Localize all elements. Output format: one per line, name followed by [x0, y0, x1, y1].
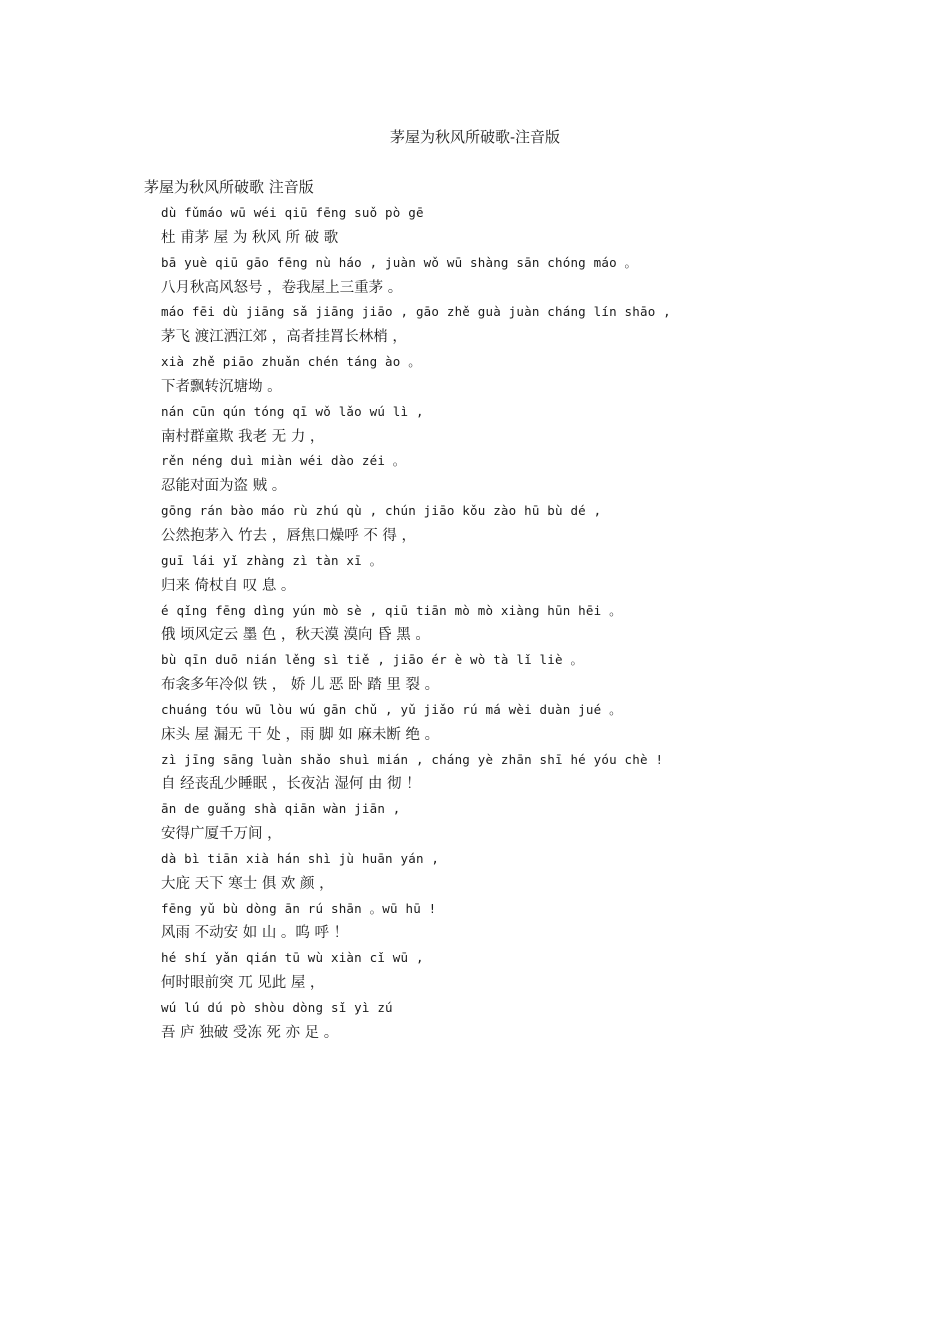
hanzi-line: 南村群童欺 我老 无 力 ， [161, 428, 325, 445]
hanzi-line: 俄 顷风定云 墨 色 ，秋天漠 漠向 昏 黑 。 [161, 627, 430, 644]
document-title: 茅屋为秋风所破歌-注音版 [389, 128, 561, 146]
pinyin-line: gōng rán bào máo rù zhú qù , chún jiāo kǒu zào hū bù dé , [161, 503, 602, 519]
pinyin-line: bù qīn duō nián lěng sì tiě , jiāo ér è wò tà lǐ liè 。 [161, 652, 584, 668]
pinyin-line: chuáng tóu wū lòu wú gān chǔ , yǔ jiǎo rú má wèi duàn jué 。 [161, 701, 622, 717]
hanzi-line: 布衾多年冷似 铁 ， 娇 儿 恶 卧 踏 里 裂 。 [161, 677, 440, 694]
pinyin-line: wú lú dú pò shòu dòng sǐ yì zú [161, 1000, 393, 1015]
hanzi-line: 大庇 天下 寒士 俱 欢 颜 ， [161, 875, 334, 892]
hanzi-line: 公然抱茅入 竹去 ，唇焦口燥呼 不 得 ， [161, 527, 417, 544]
hanzi-line: 安得广厦千万间 ， [161, 826, 282, 843]
hanzi-line: 杜 甫茅 屋 为 秋风 所 破 歌 [161, 229, 339, 246]
hanzi-line: 床头 屋 漏无 干 处 ，雨 脚 如 麻未断 绝 。 [161, 726, 440, 743]
pinyin-line: rěn néng duì miàn wéi dào zéi 。 [161, 453, 406, 469]
pinyin-line: guī lái yǐ zhàng zì tàn xī 。 [161, 552, 383, 568]
hanzi-line: 茅飞 渡江洒江郊 ，高者挂罥长林梢 ， [161, 329, 407, 346]
hanzi-line: 八月秋高风怒号 ，卷我屋上三重茅 。 [161, 279, 403, 296]
poem-body [161, 201, 921, 1046]
hanzi-line: 忍能对面为盗 贼 。 [161, 478, 287, 495]
pinyin-line: é qǐng fēng dìng yún mò sè , qiū tiān mò mò xiàng hūn hēi 。 [161, 602, 622, 618]
pinyin-line: ān de guǎng shà qiān wàn jiān , [161, 801, 401, 817]
hanzi-line: 风雨 不动安 如 山 。呜 呼 ！ [161, 925, 349, 942]
hanzi-line: 何时眼前突 兀 见此 屋 ， [161, 975, 325, 992]
hanzi-line: 归来 倚杖自 叹 息 。 [161, 577, 296, 594]
pinyin-line: hé shí yǎn qián tū wù xiàn cǐ wū , [161, 950, 424, 966]
hanzi-line: 下者飘转沉塘坳 。 [161, 378, 282, 395]
pinyin-line: xià zhě piāo zhuǎn chén táng ào 。 [161, 354, 421, 370]
hanzi-line: 吾 庐 独破 受冻 死 亦 足 。 [161, 1024, 339, 1041]
pinyin-line: máo fēi dù jiāng sǎ jiāng jiāo , gāo zhě guà juàn cháng lín shāo , [161, 304, 671, 320]
pinyin-line: fēng yǔ bù dòng ān rú shān 。wū hū ! [161, 900, 437, 916]
hanzi-line: 自 经丧乱少睡眠 ，长夜沾 湿何 由 彻 ！ [161, 776, 421, 793]
document-subtitle: 茅屋为秋风所破歌 注音版 [144, 178, 314, 196]
pinyin-line: zì jīng sāng luàn shǎo shuì mián , cháng yè zhān shī hé yóu chè ! [161, 751, 664, 767]
pinyin-line: dà bì tiān xià hán shì jù huān yán , [161, 850, 440, 866]
pinyin-line: dù fǔmáo wū wéi qiū fēng suǒ pò gē [161, 205, 424, 220]
pinyin-line: bā yuè qiū gāo fēng nù háo , juàn wǒ wū shàng sān chóng máo 。 [161, 254, 638, 270]
pinyin-line: nán cūn qún tóng qī wǒ lǎo wú lì , [161, 403, 424, 419]
